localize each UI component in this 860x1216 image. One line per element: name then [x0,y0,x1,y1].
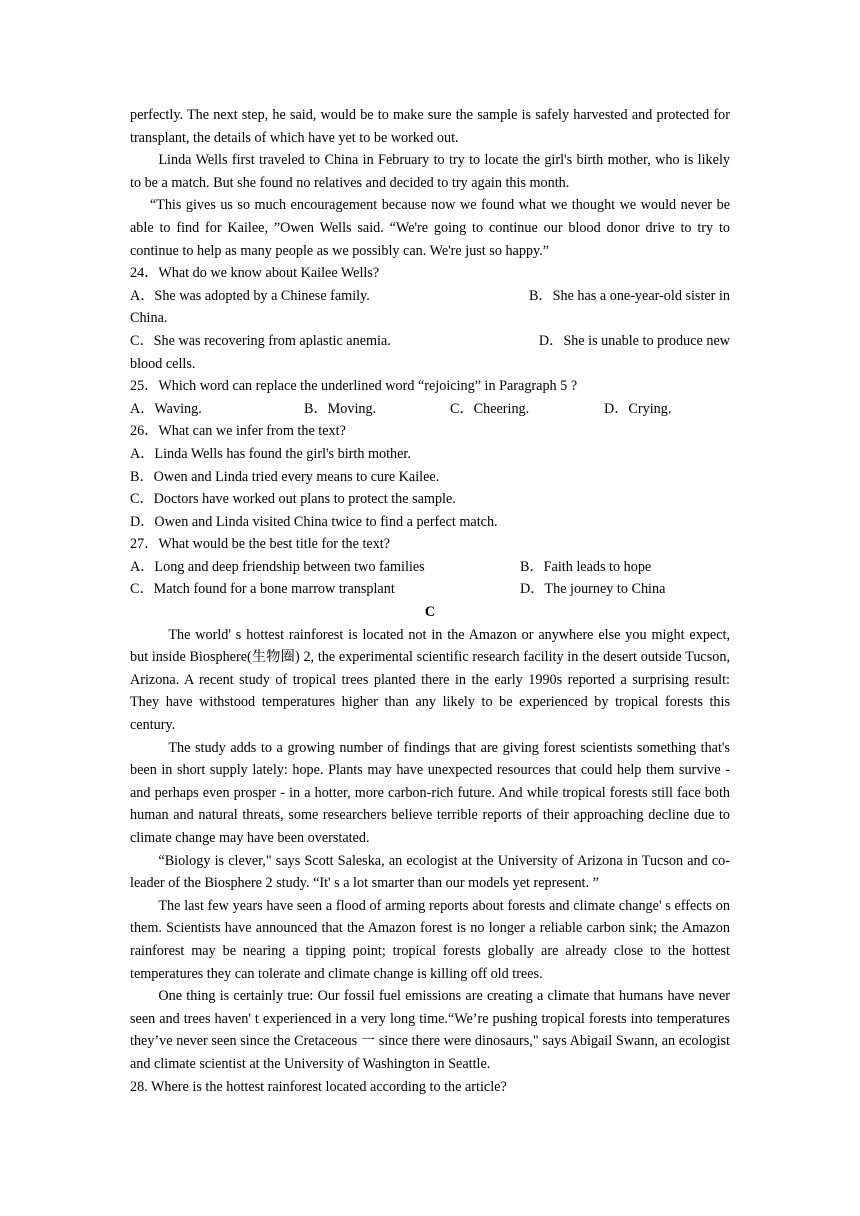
question-26-stem: 26．What can we infer from the text? [130,423,346,440]
passage-c-paragraph: The last few years have seen a flood of arming reports about forests and climate change' s effects on them. Scientists have announced that the Amazon forest is no longer a reliable carbon sink; the Amazon rainforest may be nearing a tipping point; tropical forests globally are already close to the hottest temperatures they can tolerate and climate change is killing off old trees. [130,897,730,982]
passage-c-heading: C [424,604,436,621]
option-27-b: B．Faith leads to hope [520,558,652,575]
passage-c-paragraph: The world' s hottest rainforest is located not in the Amazon or anywhere else you might expect, but inside Biosphere(生物圈) 2, the experimental scientific research facility in the desert outside Tucson, Arizona. A recent study of tropical trees planted there in the early 1990s reported a surprising result: They have withstood temperatures higher than any likely to be experienced by tropical forests this century. [130,626,730,734]
document-page [130,104,730,1098]
question-27-stem: 27．What would be the best title for the text? [130,536,391,553]
question-24-row-cd [130,330,730,353]
question-24-stem: 24．What do we know about Kailee Wells? [130,265,380,282]
option-27-d: D．The journey to China [520,581,666,598]
question-27-row-cd [130,578,730,601]
option-24-a: A．She was adopted by a Chinese family. [130,287,370,304]
question-28-stem: 28. Where is the hottest rainforest located according to the article? [130,1078,507,1095]
passage-b-paragraph: Linda Wells first traveled to China in February to try to locate the girl's birth mother, who is likely to be a match. But she found no relatives and decided to try again this month. [130,152,730,191]
question-25-stem: 25．Which word can replace the underlined word “rejoicing” in Paragraph 5 ? [130,378,578,395]
passage-b-paragraph: perfectly. The next step, he said, would be to make sure the sample is safely harvested and protected for transplant, the details of which have yet to be worked out. [130,107,730,146]
option-25-d: D．Crying. [604,400,672,417]
question-27-row-ab [130,556,730,579]
option-25-b: B．Moving. [304,400,377,417]
option-26-d: D．Owen and Linda visited China twice to find a perfect match. [130,513,498,530]
option-24-b: B．She has a one-year-old sister in [528,287,730,304]
option-26-c: C．Doctors have worked out plans to protect the sample. [130,491,456,508]
option-24-b-continued: China. [130,310,168,327]
question-25-options [130,398,730,421]
option-26-a: A．Linda Wells has found the girl's birth mother. [130,445,411,462]
option-25-c: C．Cheering. [450,400,530,417]
option-27-c: C．Match found for a bone marrow transplant [130,581,395,598]
option-24-d-continued: blood cells. [130,355,196,372]
option-27-a: A．Long and deep friendship between two families [130,558,425,575]
option-24-c: C．She was recovering from aplastic anemia. [130,332,391,349]
passage-c-paragraph: One thing is certainly true: Our fossil fuel emissions are creating a climate that humans have never seen and trees haven' t experienced in a very long time.“We’re pushing tropical forests into temperatures they’ve never seen since the Cretaceous 一 since there were dinosaurs," says Abigail Swann, an ecologist and climate scientist at the University of Washington in Seattle. [130,988,730,1072]
passage-b-paragraph: “This gives us so much encouragement because now we found what we thought we would never be able to find for Kailee, ”Owen Wells said. “We're going to continue our blood donor drive to try to continue to help as many people as we possibly can. We're just so happy.” [130,197,730,259]
passage-c-paragraph: “Biology is clever," says Scott Saleska, an ecologist at the University of Arizona in Tucson and co-leader of the Biosphere 2 study. “It' s a lot smarter than our models yet represent. ” [130,852,730,892]
option-25-a: A．Waving. [130,400,202,417]
question-24-row-ab [130,285,730,308]
passage-c-paragraph: The study adds to a growing number of findings that are giving forest scientists something that's been in short supply lately: hope. Plants may have unexpected resources that could help them survive - and perhaps even prosper - in a hotter, more carbon-rich future. And while tropical forests still face both human and natural threats, some researchers believe terrible reports of their approaching decline due to climate change may have been overstated. [130,739,730,846]
option-24-d: D．She is unable to produce new [538,332,730,349]
option-26-b: B．Owen and Linda tried every means to cure Kailee. [130,468,440,485]
